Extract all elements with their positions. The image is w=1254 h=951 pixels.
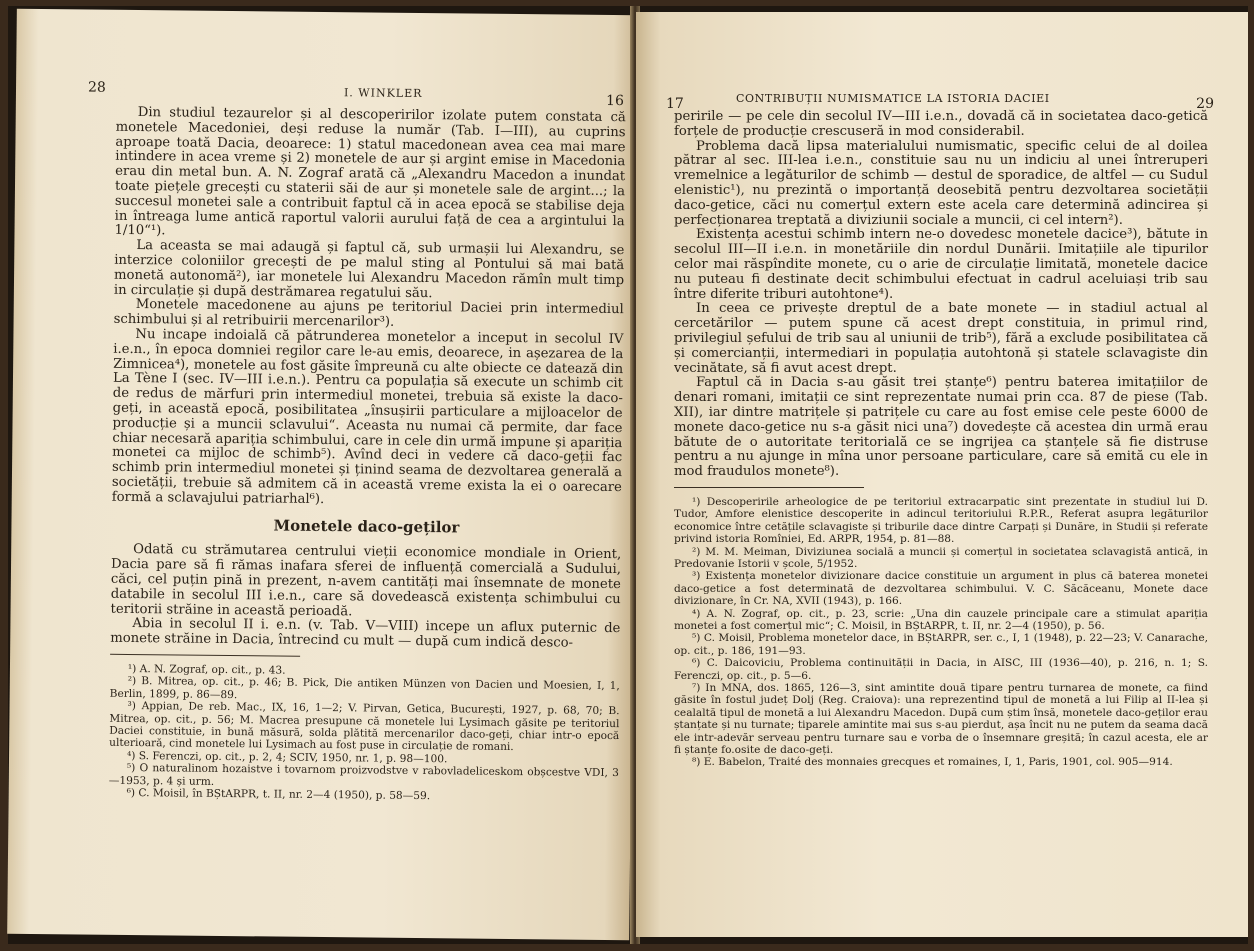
- footnote: ⁶) C. Daicoviciu, Problema continuității in Dacia, in AISC, III (1936—40), p. 216, n. 1; S. Ferenczi, op. cit., p. 5—6.: [674, 657, 1208, 682]
- running-head: I. WINKLER: [343, 86, 423, 101]
- body-text: [674, 110, 1208, 480]
- running-head: CONTRIBUȚII NUMISMATICE LA ISTORIA DACIEI: [736, 92, 1050, 105]
- footnote: ⁷) In MNA, dos. 1865, 126—3, sint amintite două tipare pentru turnarea de monete, ca fiind găsite în fostul județ Dolj (Reg. Craiova): una reprezentind tipul de monetă a lui Filip al II-lea și cealaltă tipul de monetă a lui Alexandru Macedon. După cum știm însă, monetele daco-geților erau ștanțate și nu turnate; tiparele amintite mai sus s-au pierdut, așa încit nu ne putem da seama dacă ele intr-adevăr serveau pentru turnare sau e vorba de o însemnare greșită; în cazul acesta, ele ar fi ștanțe fo.osite de daco-geți.: [674, 682, 1208, 757]
- footnote-rule: [110, 654, 300, 657]
- footnotes: [109, 663, 620, 805]
- footnote: ³) Appian, De reb. Mac., IX, 16, 1—2; V. Pirvan, Getica, București, 1927, p. 68, 70; B. Mitrea, op. cit., p. 56; M. Macrea presupune că monetele lui Lysimach găsite pe teritoriul Daciei constituie, in bună măsură, solda plătită mercenarilor daco-geți, chiar intr-o epocă ulterioară, cind monetele lui Lysimach au fost puse in circulație de romani.: [109, 700, 620, 754]
- footnote: ²) B. Mitrea, op. cit., p. 46; B. Pick, Die antiken Münzen von Dacien und Moesien, I, 1, Berlin, 1899, p. 86—89.: [109, 675, 620, 701]
- paragraph: Existența acestui schimb intern ne-o dovedesc monetele dacice³), bătute in secolul III—II i.e.n. in monetăriile din nordul Dunării. Imitațiile ale tipurilor celor mai răspîndite monete, cu o arie de circulație limitată, monetele dacice nu puteau fi destinate decit schimbului efectuat in cadrul aceluiași trib sau între diferite triburi autohtone⁴).: [674, 227, 1208, 302]
- paragraph: Faptul că in Dacia s-au găsit trei ștanțe⁶) pentru baterea imitațiilor de denari romani, imitații ce sint reprezentate numai prin cca. 87 de piese (Tab. XII), iar dintre matrițele și patrițele cu care au fost emise cele peste 6000 de monete daco-getice nu s-a găsit nici una⁷) dovedește că acestea din urmă erau bătute de o autoritate teritorială ce se ingrijea ca ștanțele să fie distruse pentru a nu ajunge in mîna unor persoane particulare, care să emită cu ele in mod fraudulos monete⁸).: [674, 375, 1208, 480]
- original-page-number: 16: [606, 92, 625, 110]
- paragraph: La aceasta se mai adaugă și faptul că, sub urmașii lui Alexandru, se interzice coloniilor grecești de pe malul sting al Pontului să mai bată monetă autonomă²), iar monetele lui Alexandru Macedon rămîn mult timp in circulație și după destrămarea regatului său.: [113, 238, 625, 301]
- footnote-rule: [674, 487, 864, 488]
- paragraph: Monetele macedonene au ajuns pe teritoriul Daciei prin intermediul schimbului și al retribuirii mercenarilor³).: [113, 297, 624, 330]
- original-page-number: 17: [666, 96, 684, 112]
- left-page-header: [87, 79, 626, 111]
- paragraph: Problema dacă lipsa materialului numismatic, specific celui de al doilea pătrar al sec. III-lea i.e.n., constituie sau nu un indiciu al unei întreruperi vremelnice a legăturilor de schimb — destul de sporadice, de altfel — cu Sudul elenistic¹), nu prezintă o importanță deosebită pentru dezvoltarea societății daco-getice, căci nu comerțul extern este acela care determină adincirea și perfecționarea treptată a diviziunii sociale a muncii, ci cel intern²).: [674, 138, 1208, 228]
- footnote: ⁵) C. Moisil, Problema monetelor dace, in BȘtARPR, ser. c., I, 1 (1948), p. 22—23; V. Canarache, op. cit., p. 186, 191—93.: [674, 632, 1208, 657]
- footnote: ¹) A. N. Zograf, op. cit., p. 43.: [127, 662, 286, 677]
- footnote: ⁸) E. Babelon, Traité des monnaies grecques et romaines, I, 1, Paris, 1901, col. 905—914.: [692, 756, 1173, 769]
- footnote: ¹) Descoperirile arheologice de pe teritoriul extracarpatic sint prezentate in studiul lui D. Tudor, Amfore elenistice descoperite in adincul teritoriului R.P.R., Referat asupra legăturilor economice între cetățile sclavagiste și triburile dace dintre Carpați și Dunăre, in Studii și referate privind istoria Romîniei, Ed. ARPR, 1954, p. 81—88.: [674, 495, 1208, 546]
- footnote: ⁵) O naturalinom hozaistve i tovarnom proizvodstve v rabovladeliceskom obșcestve VDI, 3—1953, p. 4 și urm.: [108, 762, 619, 788]
- right-page-header: [666, 84, 1214, 112]
- paragraph: Din studiul tezaurelor și al descoperirilor izolate putem constata că monetele Macedoniei, deși reduse la număr (Tab. I—III), au cuprins aproape toată Dacia, deoarece: 1) statul macedonean avea cea mai mare intindere in acea vreme și 2) monetele de aur și argint emise in Macedonia erau din metal bun. A. N. Zograf arată că „Alexandru Macedon a inundat toate piețele grecești cu staterii săi de aur și monetele sale de argint...; la succesul monetei sale a contribuit faptul că in acea epocă se stabilise deja in întreaga lume antică raportul valorii aurului față de cea a argintului la 1/10“¹).: [114, 105, 626, 239]
- paragraph: Nu incape indoială că pătrunderea monetelor a inceput in secolul IV i.e.n., în epoca domniei regilor care le-au emis, deoarece, in așezarea de la Zimnicea⁴), monetele au fost găsite împreună cu alte obiecte ce datează din La Tène I (sec. IV—III i.e.n.). Pentru ca populația să execute un schimb cit de redus de mărfuri prin intermediul monetei, trebuia să existe la daco-geți, in această epocă, posibilitatea „însușirii particulare a mijloacelor de producție și a muncii sclavului“. Aceasta nu numai că permite, dar face chiar necesară apariția schimbului, care in cele din urmă impune și apariția monetei ca mijloc de schimb⁵). Avînd deci in vedere că daco-geții fac schimb prin intermediul monetei și ținind seama de dezvoltarea generală a societății, trebuie să admitem că in această vreme exista la ei o oarecare formă a sclavajului patriarhal⁶).: [111, 326, 624, 507]
- section-title: Monetele daco-geților: [273, 516, 460, 536]
- paragraph: peririle — pe cele din secolul IV—III i.e.n., dovadă că in societatea daco-getică forțele de producție crescuseră in mod considerabil.: [674, 109, 1208, 139]
- footnote: ⁴) A. N. Zograf, op. cit., p. 23, scrie: „Una din cauzele principale care a stimulat apariția monetei a fost comerțul mic“; C. Moisil, in BȘtARPR, t. II, nr. 2—4 (1950), p. 56.: [674, 607, 1208, 632]
- footnote: ²) M. M. Meiman, Diviziunea socială a muncii și comerțul in societatea sclavagistă antică, in Predovanie Istorii v școle, 5/1952.: [674, 545, 1208, 570]
- paragraph: In ceea ce privește dreptul de a bate monete — in stadiul actual al cercetărilor — putem spune că acest drept constituia, in primul rind, privilegiul șefului de trib sau al uniunii de trib⁵), fără a exclude posibilitatea că și comercianții, intermediari in populația autohtonă și statele sclavagiste din vecinătate, să fi avut acest drept.: [674, 301, 1208, 376]
- footnote: ⁴) S. Ferenczi, op. cit., p. 2, 4; SCIV, 1950, nr. 1, p. 98—100.: [126, 749, 448, 766]
- paragraph: Odată cu strămutarea centrului vieții economice mondiale in Orient, Dacia pare să fi rămas inafara sferei de influență comercială a Sudului, căci, cel puțin pină in prezent, n-avem cantități mai însemnate de monete databile in secolul III i.e.n., care să dovedească existența schimbului cu teritorii străine in această perioadă.: [110, 542, 622, 619]
- paragraph: Abia in secolul II i. e.n. (v. Tab. V—VIII) incepe un aflux puternic de monete străine in Dacia, întrecind cu mult — după cum indică desco-: [110, 616, 621, 651]
- left-page: [7, 9, 639, 940]
- open-book: [8, 6, 1248, 944]
- page-number: 28: [87, 79, 106, 96]
- page-number: 29: [1196, 96, 1214, 112]
- right-page: [636, 12, 1248, 937]
- footnote: ³) Existența monetelor divizionare dacice constituie un argument in plus că baterea monetei daco-getice a fost determinată de dezvoltarea schimbului. V. C. Săcăceanu, Monete dace divizionare, în Cr. NA, XVII (1943), p. 166.: [674, 570, 1208, 608]
- footnote: ⁶) C. Moisil, în BȘtARPR, t. II, nr. 2—4 (1950), p. 58—59.: [126, 786, 431, 803]
- footnotes: [674, 496, 1208, 769]
- body-text: [110, 106, 626, 652]
